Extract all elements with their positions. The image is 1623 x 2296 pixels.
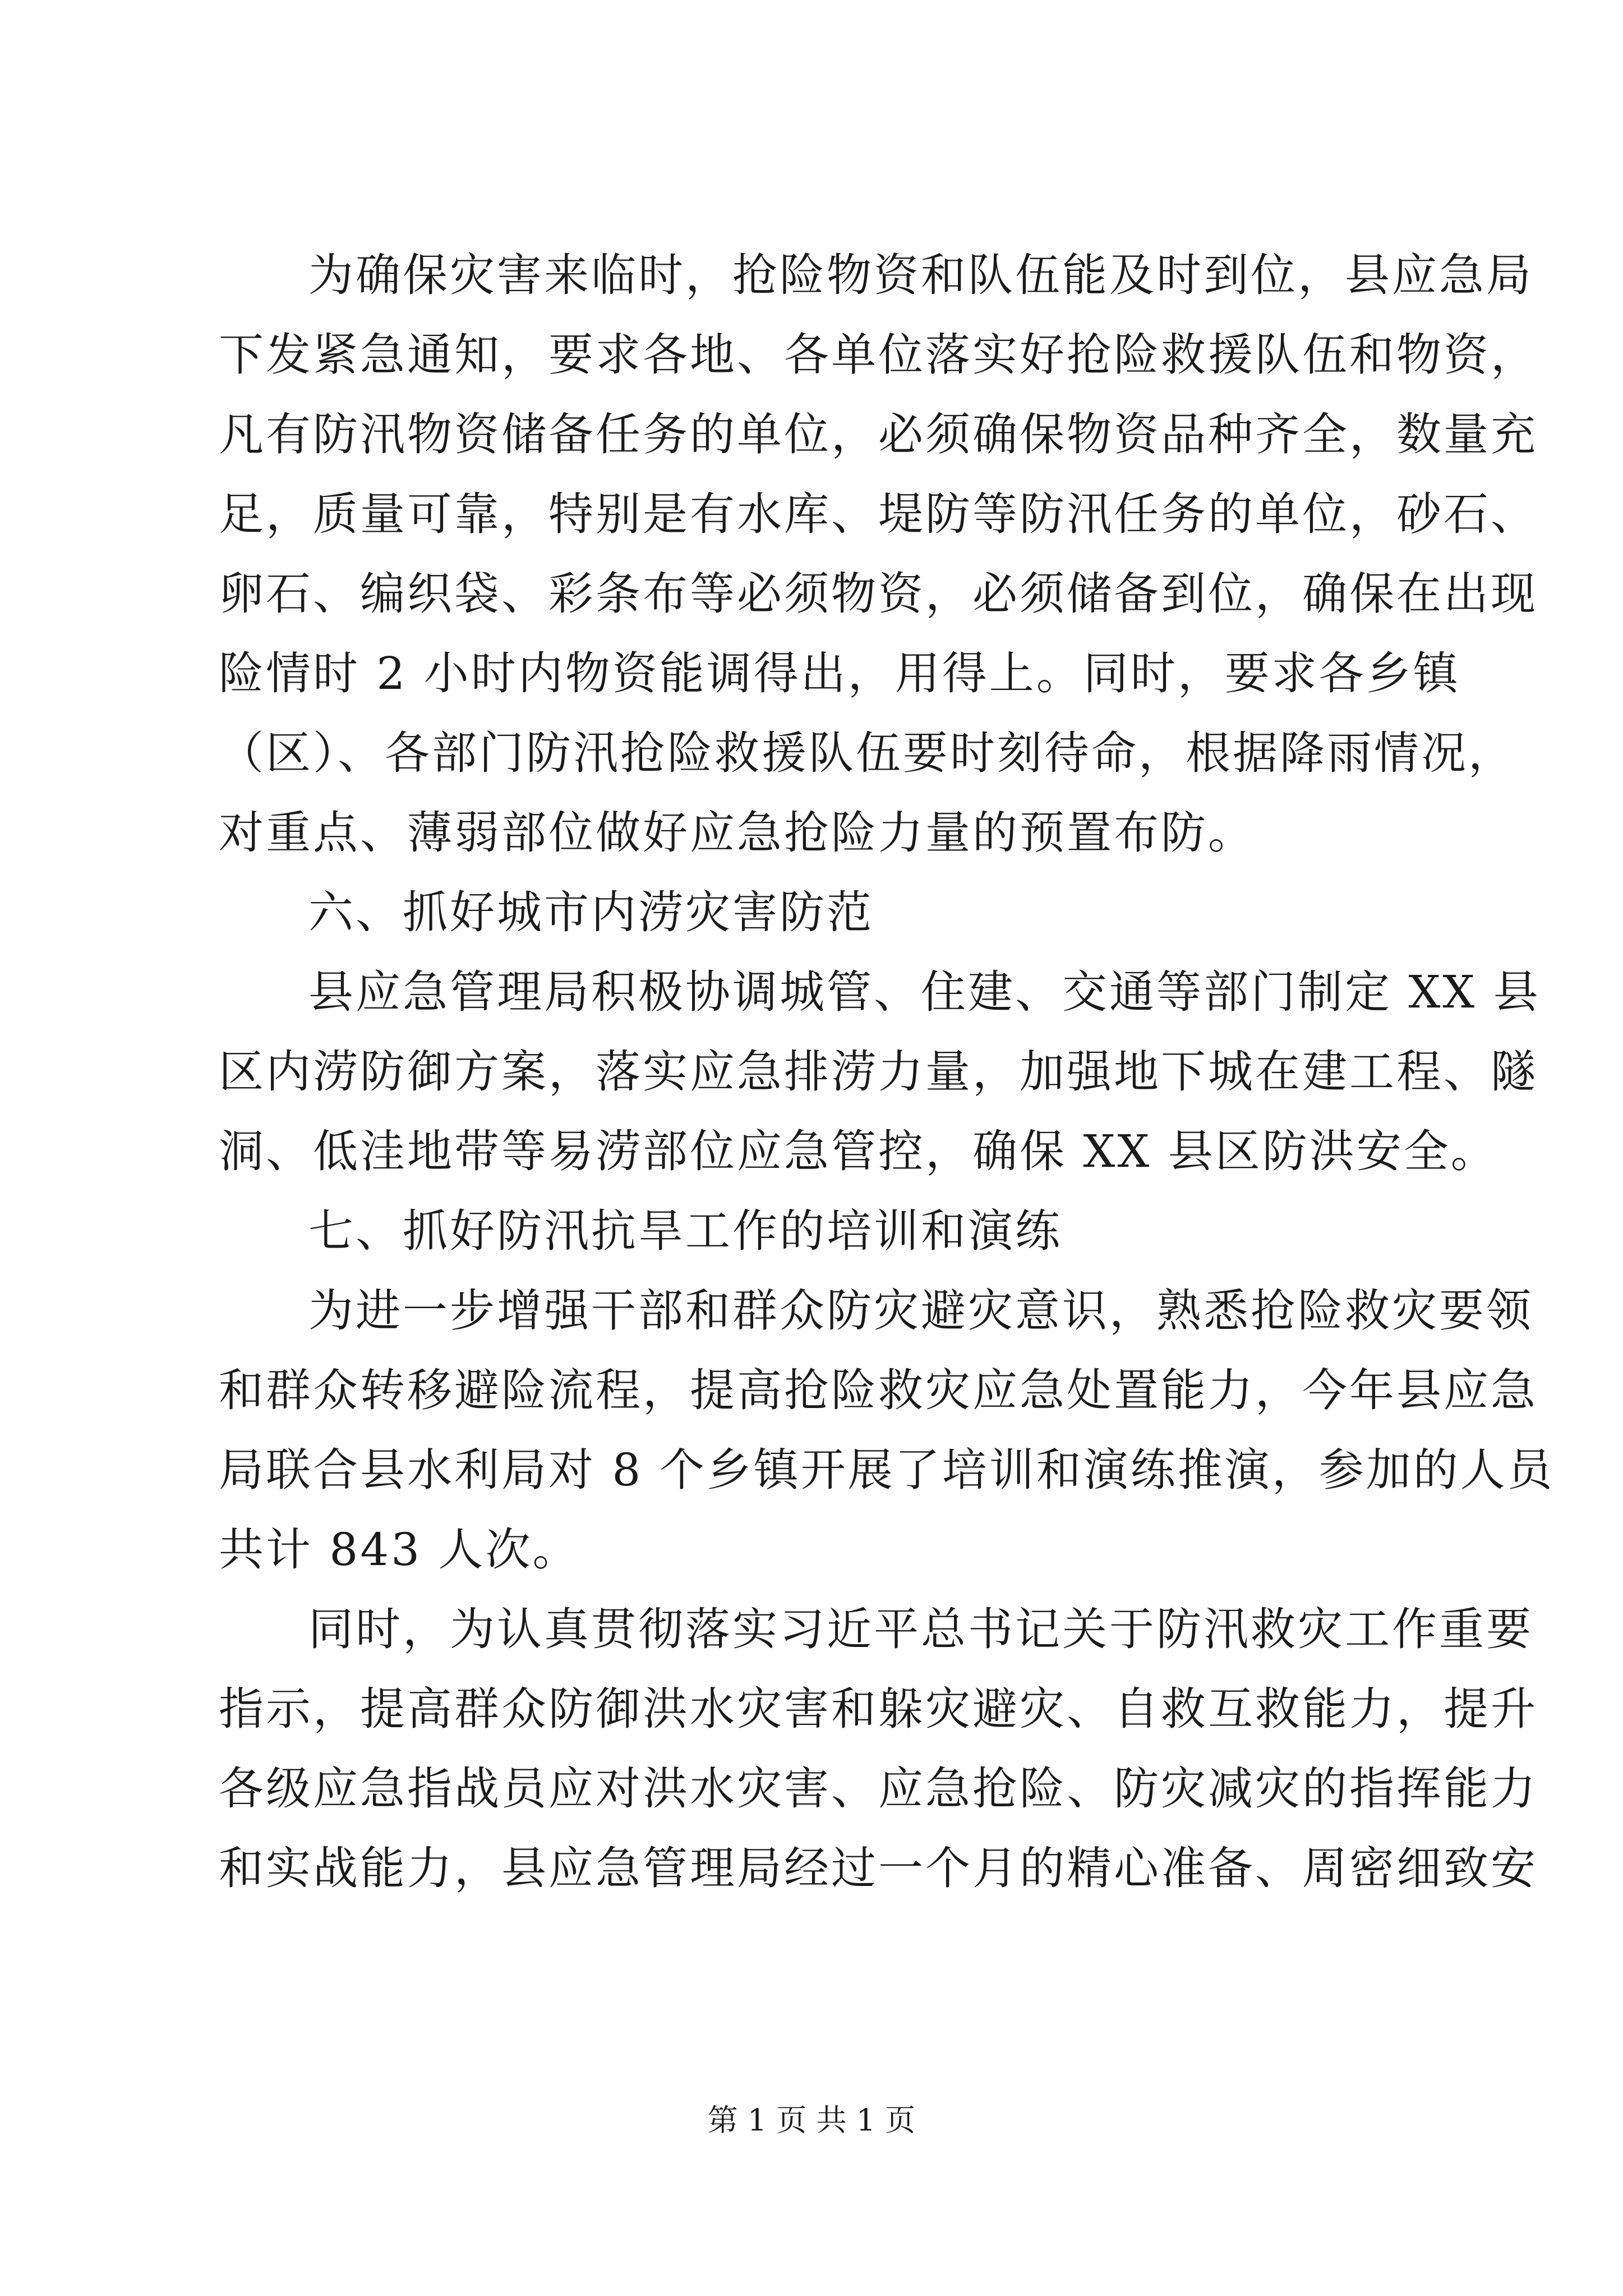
paragraph-line: 洞、低洼地带等易涝部位应急管控，确保 XX 县区防洪安全。 [219,1125,1498,1177]
body-paragraph [219,1590,1538,1908]
page-footer: 第 1 页 共 1 页 [707,2102,916,2138]
paragraph-line: 为进一步增强干部和群众防灾避灾意识，熟悉抢险救灾要领 [308,1285,1533,1337]
paragraph-line: 局联合县水利局对 8 个乡镇开展了培训和演练推演，参加的人员 [219,1444,1555,1496]
paragraph-line: （区）、各部门防汛抢险救援队伍要时刻待命，根据降雨情况， [219,727,1515,779]
paragraph-line: 和群众转移避险流程，提高抢险救灾应急处置能力，今年县应急 [219,1364,1538,1416]
paragraph-line: 下发紧急通知，要求各地、各单位落实好抢险救援队伍和物资， [219,329,1538,381]
paragraph-line: 凡有防汛物资储备任务的单位，必须确保物资品种齐全，数量充 [219,408,1538,461]
paragraph-line: 区内涝防御方案，落实应急排涝力量，加强地下城在建工程、隧 [219,1046,1538,1098]
paragraph-line: 卵石、编织袋、彩条布等必须物资，必须储备到位，确保在出现 [219,568,1538,620]
section-heading: 七、抓好防汛抗旱工作的培训和演练 [308,1205,1062,1257]
body-paragraph [219,236,1538,873]
paragraph-line: 和实战能力，县应急管理局经过一个月的精心准备、周密细致安 [219,1842,1538,1894]
document-body [219,236,1555,1908]
section-heading: 六、抓好城市内涝灾害防范 [308,886,874,938]
paragraph-line: 对重点、薄弱部位做好应急抢险力量的预置布防。 [219,807,1255,859]
paragraph-line: 为确保灾害来临时，抢险物资和队伍能及时到位，县应急局 [308,249,1533,301]
paragraph-line: 县应急管理局积极协调城管、住建、交通等部门制定 XX 县 [308,966,1541,1018]
paragraph-line: 足，质量可靠，特别是有水库、堤防等防汛任务的单位，砂石、 [219,488,1538,540]
body-paragraph [219,953,1541,1191]
paragraph-line: 险情时 2 小时内物资能调得出，用得上。同时，要求各乡镇 [219,647,1460,700]
paragraph-line: 各级应急指战员应对洪水灾害、应急抢险、防灾减灾的指挥能力 [219,1763,1538,1815]
body-paragraph [219,1271,1555,1590]
paragraph-line: 同时，为认真贯彻落实习近平总书记关于防汛救灾工作重要 [308,1603,1533,1655]
paragraph-line: 指示，提高群众防御洪水灾害和躲灾避灾、自救互救能力，提升 [219,1683,1538,1735]
paragraph-line: 共计 843 人次。 [219,1524,580,1576]
